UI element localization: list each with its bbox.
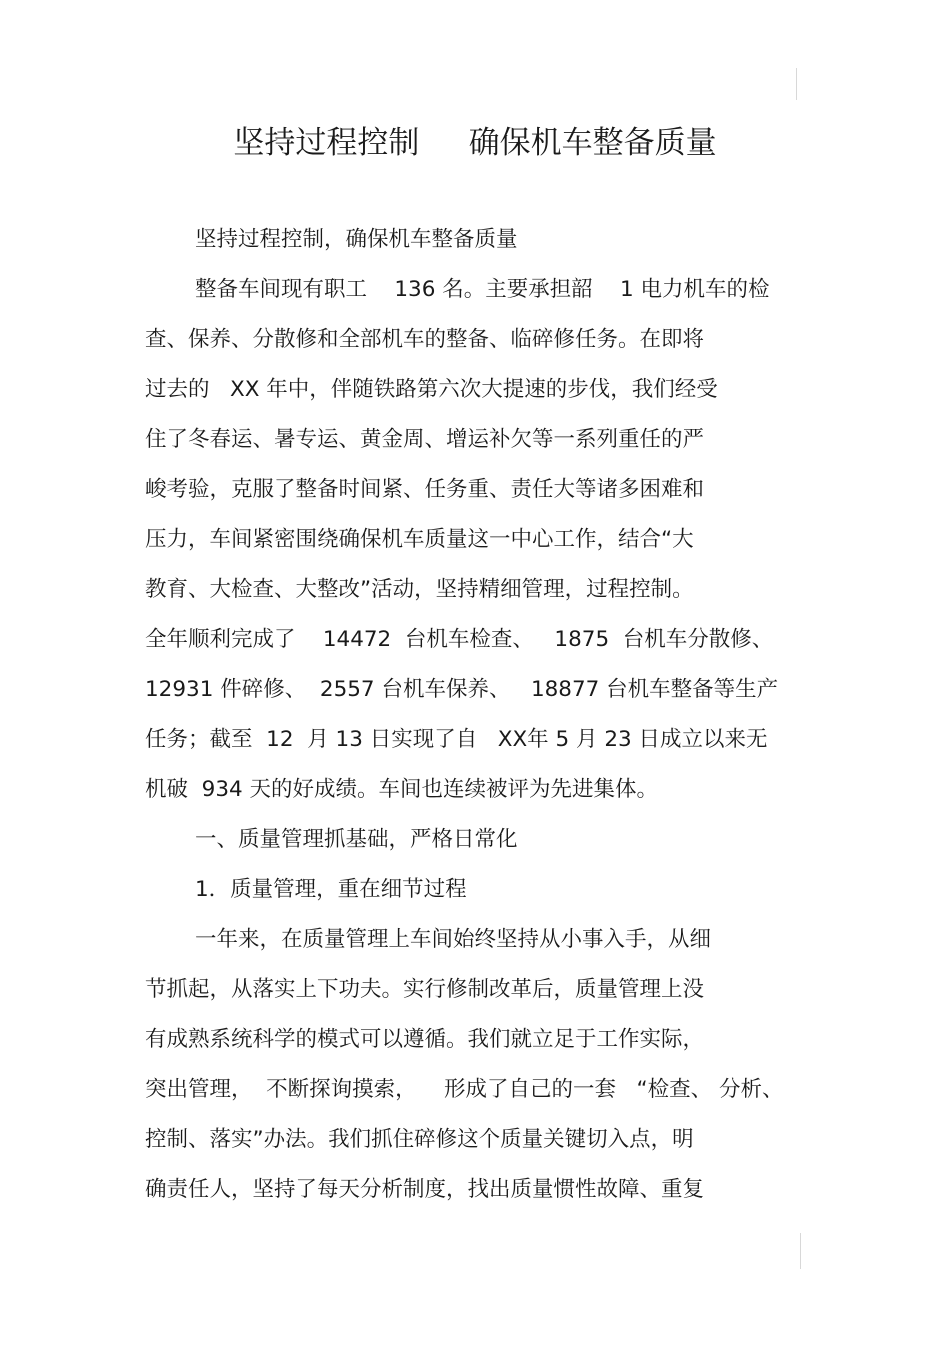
subsection-heading: 1．质量管理，重在细节过程: [195, 877, 467, 902]
body-line: 确责任人，坚持了每天分析制度，找出质量惯性故障、重复: [145, 1177, 705, 1202]
page-corner-mark-top: [796, 68, 797, 100]
body-line: 12931 件碎修、 2557 台机车保养、 18877 台机车整备等生产: [145, 677, 779, 702]
page-corner-mark-bottom: [800, 1233, 801, 1269]
body-line: 坚持过程控制，确保机车整备质量: [195, 227, 518, 252]
body-line: 控制、落实”办法。我们抓住碎修这个质量关键切入点，明: [145, 1127, 694, 1152]
body-line: 任务；截至 12 月 13 日实现了自 XX年 5 月 23 日成立以来无: [145, 727, 768, 752]
body-line: 有成熟系统科学的模式可以遵循。我们就立足于工作实际，: [145, 1027, 705, 1052]
document-title: 坚持过程控制 确保机车整备质量: [233, 125, 717, 161]
body-line: 节抓起，从落实上下功夫。实行修制改革后，质量管理上没: [145, 977, 705, 1002]
body-line: 峻考验，克服了整备时间紧、任务重、责任大等诸多困难和: [145, 477, 705, 502]
section-heading: 一、质量管理抓基础，严格日常化: [195, 827, 518, 852]
body-line: 压力，车间紧密围绕确保机车质量这一中心工作，结合“大: [145, 527, 694, 552]
body-line: 整备车间现有职工 136 名。主要承担韶 1 电力机车的检: [195, 277, 770, 302]
body-line: 一年来，在质量管理上车间始终坚持从小事入手，从细: [195, 927, 712, 952]
body-line: 机破 934 天的好成绩。车间也连续被评为先进集体。: [145, 777, 659, 802]
body-line: 突出管理， 不断探询摸索， 形成了自己的一套 “检查、 分析、: [145, 1077, 784, 1102]
body-line: 查、保养、分散修和全部机车的整备、临碎修任务。在即将: [145, 327, 705, 352]
body-line: 过去的 XX 年中，伴随铁路第六次大提速的步伐，我们经受: [145, 377, 718, 402]
body-line: 教育、大检查、大整改”活动，坚持精细管理，过程控制。: [145, 577, 694, 602]
body-line: 全年顺利完成了 14472 台机车检查、 1875 台机车分散修、: [145, 627, 774, 652]
body-line: 住了冬春运、暑专运、黄金周、增运补欠等一系列重任的严: [145, 427, 705, 452]
